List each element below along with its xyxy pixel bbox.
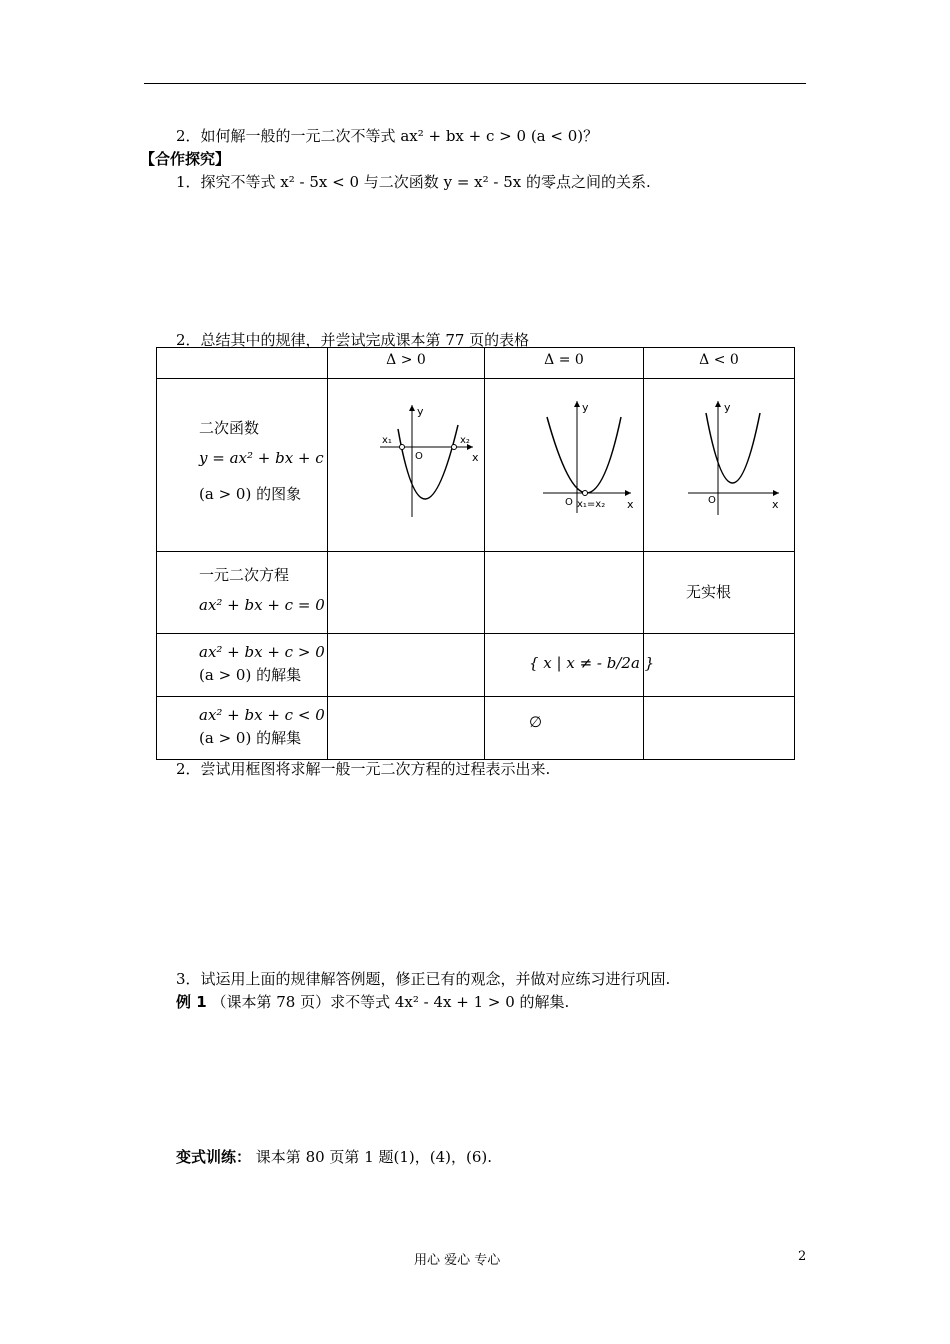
variant-label: 变式训练： (176, 1148, 252, 1166)
row1-label: 二次函数 y = ax² + bx + c (a > 0) 的图象 (157, 379, 328, 552)
header-rule (144, 83, 806, 84)
example-1 (176, 991, 569, 1012)
corner-cell (157, 348, 328, 379)
row3-cell-positive (328, 634, 485, 697)
row4-cell-zero: ∅ (485, 697, 644, 760)
x-axis-label: x (627, 498, 634, 511)
page-number: 2 (798, 1249, 807, 1264)
example-label: 例 1 (176, 993, 207, 1011)
row3-cell-zero: { x | x ≠ - b/2a } (485, 634, 644, 697)
row2-cell-positive (328, 552, 485, 634)
section-title: 【合作探究】 (140, 150, 231, 168)
graph-one-root-svg (485, 379, 643, 547)
top-question: 2．如何解一般的一元二次不等式 ax² + bx + c > 0 (a < 0)？ (176, 127, 599, 145)
row3-cell-negative (644, 634, 795, 697)
header-delta-negative: Δ < 0 (644, 348, 795, 379)
origin-label: O (708, 495, 716, 506)
row4-cell-negative (644, 697, 795, 760)
row2-cell-zero (485, 552, 644, 634)
row2-label: 一元二次方程 ax² + bx + c = 0 (157, 552, 328, 634)
question-2: 2．总结其中的规律，并尝试完成课本第 77 页的表格 (176, 331, 530, 349)
origin-label: O (415, 451, 423, 462)
header-delta-positive: Δ > 0 (328, 348, 485, 379)
row4-cell-positive (328, 697, 485, 760)
y-axis-label: y (724, 401, 731, 414)
double-root-label: x₁=x₂ (577, 499, 606, 510)
graph-two-roots (328, 379, 485, 552)
question-1: 1．探究不等式 x² - 5x < 0 与二次函数 y = x² - 5x 的零点之间的关系. (176, 173, 651, 191)
quadratic-table (156, 347, 795, 760)
root-x2-label: x₂ (460, 435, 470, 446)
example-text: （课本第 78 页）求不等式 4x² - 4x + 1 > 0 的解集. (211, 993, 570, 1011)
origin-label: O (565, 497, 573, 508)
x-axis-label: x (472, 451, 479, 464)
row3-label: ax² + bx + c > 0 (a > 0) 的解集 (157, 634, 328, 697)
footer-text: 用心 爱心 专心 (414, 1253, 501, 1268)
question-3: 3．试运用上面的规律解答例题，修正已有的观念，并做对应练习进行巩固. (176, 970, 671, 988)
root-x1-label: x₁ (382, 435, 392, 446)
y-axis-label: y (582, 401, 589, 414)
y-axis-label: y (417, 405, 424, 418)
graph-no-root-svg (644, 379, 794, 547)
row4-label: ax² + bx + c < 0 (a > 0) 的解集 (157, 697, 328, 760)
header-delta-zero: Δ = 0 (485, 348, 644, 379)
question-flowchart: 2．尝试用框图将求解一般一元二次方程的过程表示出来. (176, 760, 551, 778)
variant-training (176, 1146, 492, 1167)
row2-cell-negative: 无实根 (644, 552, 795, 634)
graph-one-root (485, 379, 644, 552)
x-axis-label: x (772, 498, 779, 511)
graph-no-root (644, 379, 795, 552)
variant-text: 课本第 80 页第 1 题(1)，(4)，(6). (255, 1148, 493, 1166)
graph-two-roots-svg (328, 379, 484, 547)
